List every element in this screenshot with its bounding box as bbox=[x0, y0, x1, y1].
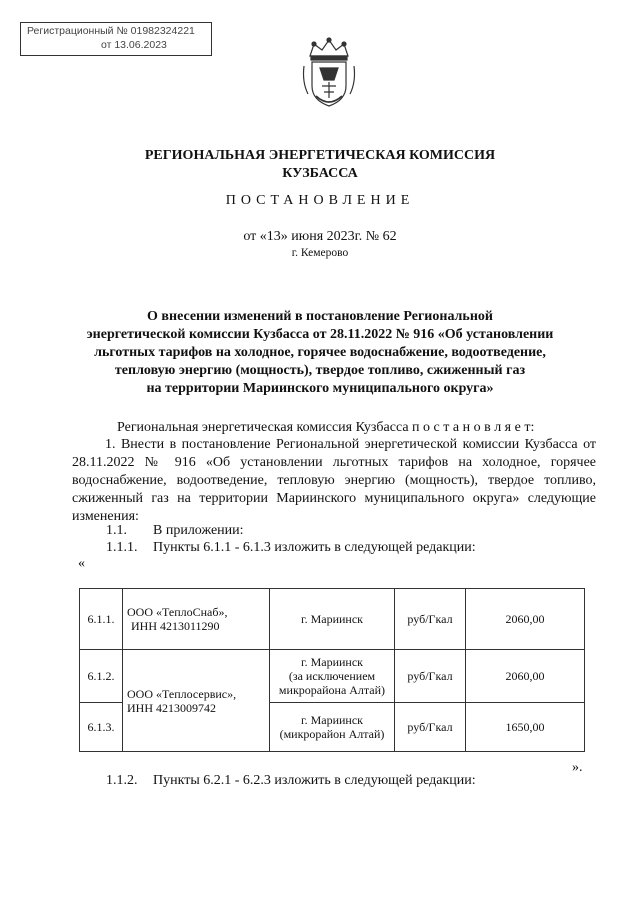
item-1-1-2-number: 1.1.2. bbox=[106, 773, 138, 788]
unit-cell: руб/Гкал bbox=[395, 589, 466, 650]
organization-inn: ИНН 4213009742 bbox=[127, 700, 216, 715]
place-cell bbox=[270, 650, 395, 703]
item-1-1-2-text: Пункты 6.2.1 - 6.2.3 изложить в следующей редакции: bbox=[153, 773, 476, 788]
registration-stamp bbox=[20, 22, 212, 56]
item-1-1-text: В приложении: bbox=[153, 523, 244, 538]
document-type: ПОСТАНОВЛЕНИЕ bbox=[225, 193, 415, 208]
place-line: г. Мариинск bbox=[301, 655, 363, 669]
unit-cell: руб/Гкал bbox=[395, 703, 466, 752]
tariff-table bbox=[79, 588, 585, 752]
closing-quote: ». bbox=[572, 760, 583, 775]
organization-cell bbox=[123, 589, 270, 650]
place-cell bbox=[270, 703, 395, 752]
item-1-1-1-number: 1.1.1. bbox=[106, 540, 138, 555]
organization-name: ООО «Теплосервис», bbox=[127, 686, 237, 701]
subject-line: тепловую энергию (мощность), твердое топливо, сжиженный газ bbox=[114, 363, 526, 378]
place-cell: г. Мариинск bbox=[270, 589, 395, 650]
organization-cell bbox=[123, 650, 270, 752]
value-cell: 2060,00 bbox=[466, 650, 585, 703]
item-1-1-1-text: Пункты 6.1.1 - 6.1.3 изложить в следующей редакции: bbox=[153, 540, 476, 555]
subject-line: энергетической комиссии Кузбасса от 28.11.2022 № 916 «Об установлении bbox=[86, 327, 554, 342]
place-line: г. Мариинск bbox=[301, 713, 363, 727]
kuzbass-coat-of-arms-icon bbox=[300, 36, 358, 110]
place-line: микрорайона Алтай) bbox=[278, 683, 386, 697]
value-cell: 2060,00 bbox=[466, 589, 585, 650]
authority-line-1: РЕГИОНАЛЬНАЯ ЭНЕРГЕТИЧЕСКАЯ КОМИССИЯ bbox=[144, 148, 496, 163]
registration-date: от 13.06.2023 bbox=[101, 39, 167, 51]
row-number: 6.1.3. bbox=[80, 703, 123, 752]
value-cell: 1650,00 bbox=[466, 703, 585, 752]
place-line: (микрорайон Алтай) bbox=[279, 727, 385, 741]
unit-cell: руб/Гкал bbox=[395, 650, 466, 703]
item-1-text: 1. Внести в постановление Региональной энергетической комиссии Кузбасса от 28.11.2022 № 916 «Об установлении льготных тарифов на холодное, горячее водоснабжение, водоотведение, тепловую энергию (мощность), твердое топливо, сжиженный газ на территории Мариинского муниципального округа» следующие изменения: bbox=[72, 437, 596, 524]
table-row bbox=[80, 650, 585, 703]
organization-inn: ИНН 4213011290 bbox=[131, 619, 220, 633]
row-number: 6.1.2. bbox=[80, 650, 123, 703]
subject-line: льготных тарифов на холодное, горячее водоснабжение, водоотведение, bbox=[94, 345, 546, 360]
row-number: 6.1.1. bbox=[80, 589, 123, 650]
issuing-authority bbox=[60, 147, 580, 183]
document-city: г. Кемерово bbox=[291, 247, 349, 259]
opening-quote: « bbox=[78, 556, 85, 571]
document-subject bbox=[60, 308, 580, 398]
document-date-number: от «13» июня 2023г. № 62 bbox=[243, 229, 397, 244]
authority-line-2: КУЗБАССА bbox=[282, 166, 358, 181]
subject-line: О внесении изменений в постановление Региональной bbox=[147, 309, 493, 324]
organization-name: ООО «ТеплоСнаб», bbox=[127, 605, 228, 619]
subject-line: на территории Мариинского муниципального округа» bbox=[146, 381, 494, 396]
table-row bbox=[80, 589, 585, 650]
item-1-1-number: 1.1. bbox=[106, 523, 127, 538]
resolution-intro: Региональная энергетическая комиссия Кузбасса п о с т а н о в л я е т: bbox=[117, 420, 535, 435]
place-line: (за исключением bbox=[288, 669, 376, 683]
registration-number: Регистрационный № 01982324221 bbox=[27, 25, 195, 37]
